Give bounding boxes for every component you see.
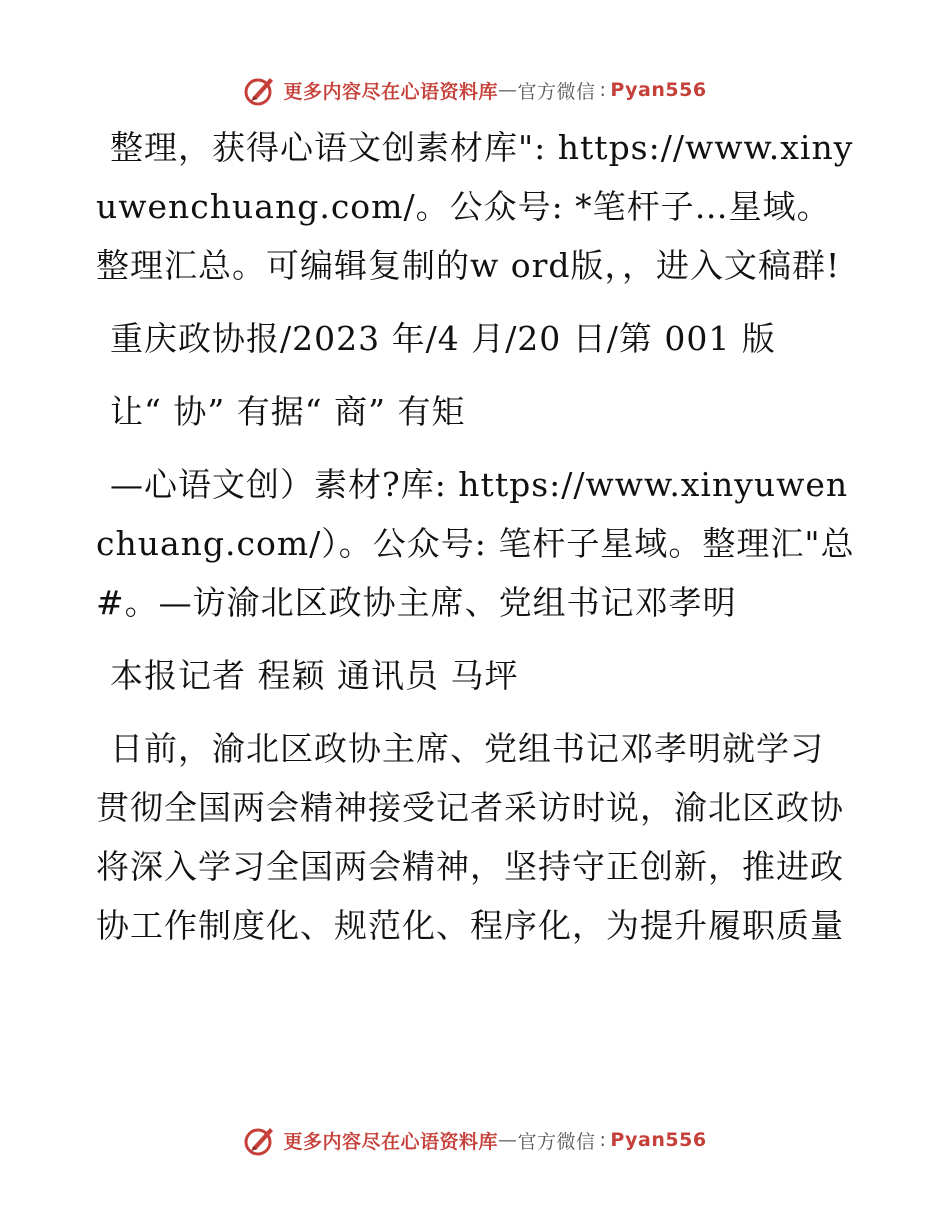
banner-brand: 更多内容尽在心语资料库 [283,1130,498,1153]
banner-separator: — [497,79,518,101]
article-subtitle [96,455,856,632]
byline [96,646,856,705]
banner-separator: — [497,1129,518,1151]
paragraph-text: 让“ 协” 有据“ 商” 有矩 [110,392,466,431]
banner-wechat-handle: Pyan556 [610,1129,707,1151]
body-paragraph [96,719,856,955]
banner-colon: : [599,79,607,101]
publication-line [96,309,856,368]
quill-in-circle-icon [243,73,277,107]
footer-banner [0,1120,950,1160]
paragraph-text: 重庆政协报/2023 年/4 月/20 日/第 001 版 [110,319,776,358]
header-banner [0,70,950,110]
article-title [96,382,856,441]
quill-in-circle-icon [243,1123,277,1157]
paragraph-text: 日前，渝北区政协主席、党组书记邓孝明就学习贯彻全国两会精神接受记者采访时说，渝北区政协将深入学习全国两会精神，坚持守正创新，推进政协工作制度化、规范化、程序化，为提升履职质量 [96,729,844,945]
paragraph-text: —心语文创）素材?库: https://www.xinyuwenchuang.com/）。公众号: 笔杆子星域。整理汇"总#。—访渝北区政协主席、党组书记邓孝明 [96,465,855,622]
intro-paragraph [96,118,856,295]
banner-label: 官方微信 [517,1130,596,1153]
document-body [96,118,856,969]
banner-label: 官方微信 [517,80,596,103]
paragraph-text: 本报记者 程颖 通讯员 马坪 [110,656,519,695]
banner-colon: : [599,1129,607,1151]
paragraph-text: 整理，获得心语文创素材库": https://www.xinyuwenchuang.com/。公众号: *笔杆子…星域。整理汇总。可编辑复制的w ord版，，进入文稿群! [96,128,854,285]
banner-wechat-handle: Pyan556 [610,79,707,101]
banner-brand: 更多内容尽在心语资料库 [283,80,498,103]
